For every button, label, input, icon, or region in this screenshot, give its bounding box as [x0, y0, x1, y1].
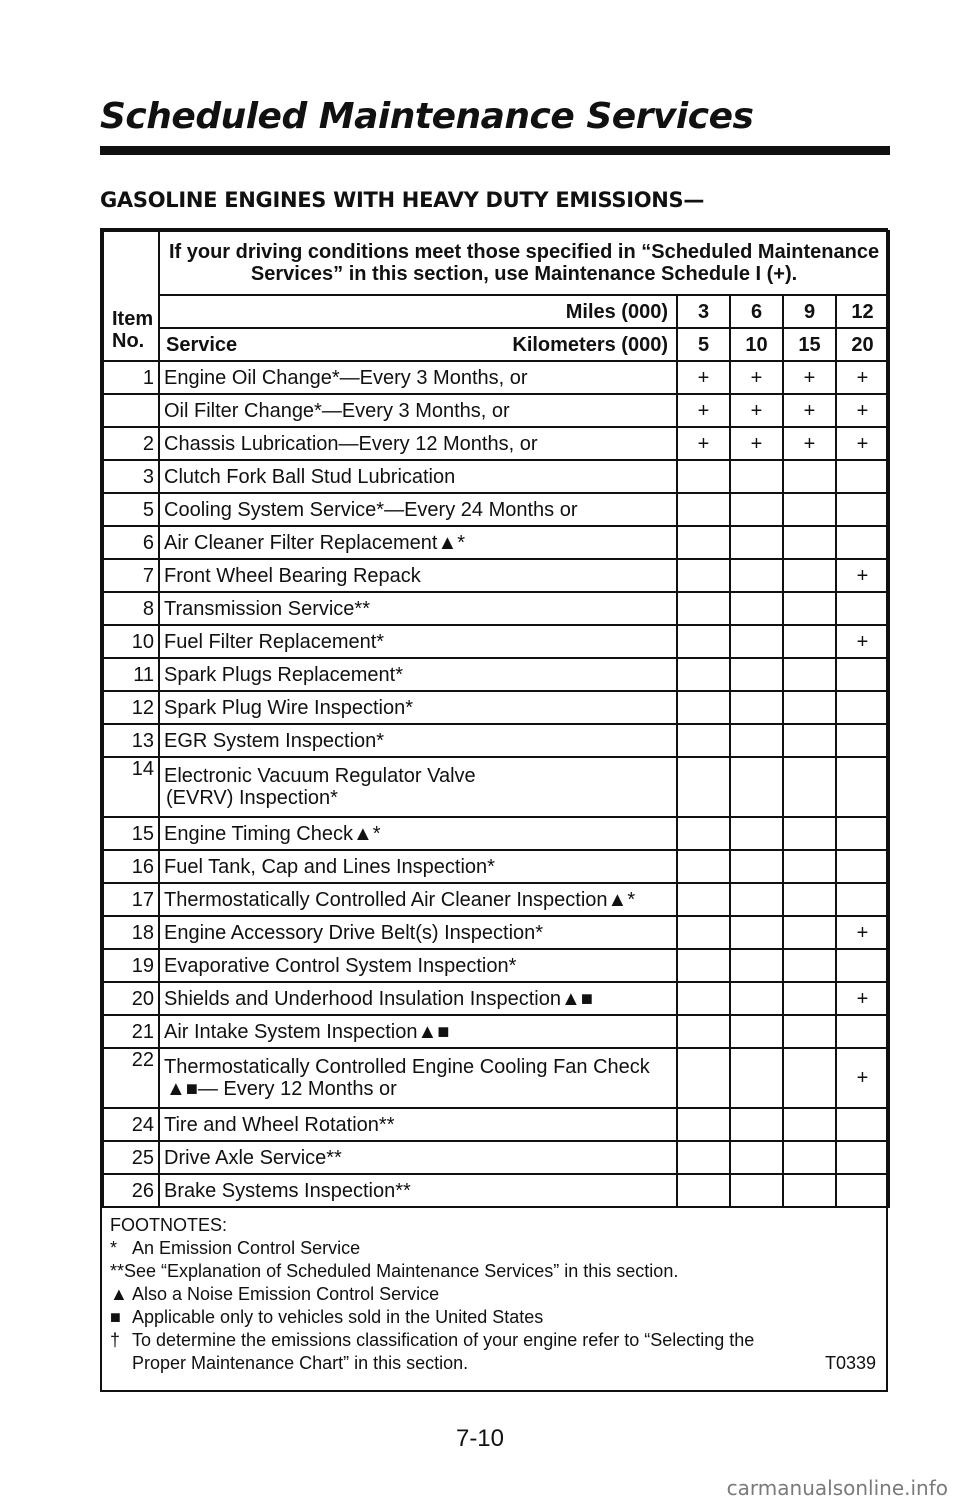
item-number: 6 [103, 526, 159, 559]
service-description [159, 1141, 677, 1174]
service-text: Fuel Filter Replacement* [164, 630, 385, 653]
interval-mark [677, 916, 730, 949]
footnote-text: Also a Noise Emission Control Service [132, 1284, 440, 1304]
item-number: 5 [103, 493, 159, 526]
service-text: Drive Axle Service** [164, 1146, 342, 1169]
item-number: 21 [103, 1015, 159, 1048]
interval-mark: + [836, 361, 889, 394]
service-text: Transmission Service** [164, 597, 370, 620]
interval-mark [783, 850, 836, 883]
service-description [159, 1015, 677, 1048]
interval-mark [783, 949, 836, 982]
interval-mark: + [783, 427, 836, 460]
notice-line1: If your driving conditions meet those specified in “Scheduled Maintenance [168, 241, 880, 263]
section-heading: GASOLINE ENGINES WITH HEAVY DUTY EMISSIONS— [100, 188, 705, 212]
table-row [103, 1141, 889, 1174]
service-text: Engine Oil Change*—Every 3 Months, or [164, 366, 528, 389]
service-description [159, 1108, 677, 1141]
interval-mark [730, 1141, 783, 1174]
service-text: Cooling System Service*—Every 24 Months or [164, 498, 578, 521]
item-number: 25 [103, 1141, 159, 1174]
service-text: Clutch Fork Ball Stud Lubrication [164, 465, 456, 488]
item-number: 8 [103, 592, 159, 625]
service-description [159, 460, 677, 493]
interval-mark: + [836, 559, 889, 592]
footnotes-heading: FOOTNOTES: [110, 1215, 227, 1235]
interval-mark [836, 817, 889, 850]
table-row [103, 493, 889, 526]
interval-mark [836, 1141, 889, 1174]
maintenance-schedule-box [100, 228, 888, 1392]
item-number: 7 [103, 559, 159, 592]
interval-mark [730, 916, 783, 949]
service-column-label: Service [166, 333, 238, 356]
interval-mark: + [836, 394, 889, 427]
table-row [103, 592, 889, 625]
table-row [103, 916, 889, 949]
interval-mark [677, 724, 730, 757]
interval-mark [677, 526, 730, 559]
service-text: Engine Timing Check▲* [164, 822, 381, 845]
service-description [159, 916, 677, 949]
service-text: Spark Plug Wire Inspection* [164, 696, 414, 719]
table-row [103, 1048, 889, 1108]
interval-mark [677, 949, 730, 982]
table-row [103, 850, 889, 883]
table-row [103, 1015, 889, 1048]
interval-mark [677, 460, 730, 493]
service-text: Air Cleaner Filter Replacement▲* [164, 531, 466, 554]
item-number: 3 [103, 460, 159, 493]
interval-mark [677, 850, 730, 883]
footnotes [102, 1208, 886, 1379]
service-description [159, 982, 677, 1015]
service-description [159, 559, 677, 592]
interval-mark [836, 1015, 889, 1048]
footnote-item [110, 1260, 876, 1283]
interval-mark [783, 493, 836, 526]
service-text: Engine Accessory Drive Belt(s) Inspection* [164, 921, 544, 944]
table-row [103, 394, 889, 427]
item-number: 22 [103, 1048, 159, 1108]
table-row [103, 559, 889, 592]
interval-mark: + [677, 394, 730, 427]
service-text: Spark Plugs Replacement* [164, 663, 404, 686]
item-number: 16 [103, 850, 159, 883]
miles-interval-cell: 3 [677, 295, 730, 328]
footnote-symbol: * [110, 1238, 118, 1258]
schedule-notice [159, 231, 889, 295]
interval-mark: + [783, 361, 836, 394]
interval-mark [783, 691, 836, 724]
service-text: Oil Filter Change*—Every 3 Months, or [164, 399, 510, 422]
kilometers-interval-cell: 20 [836, 328, 889, 361]
interval-mark [836, 493, 889, 526]
interval-mark: + [677, 427, 730, 460]
table-row [103, 949, 889, 982]
interval-mark: + [836, 625, 889, 658]
interval-mark [677, 625, 730, 658]
miles-interval-cell: 9 [783, 295, 836, 328]
table-row [103, 757, 889, 817]
interval-mark [783, 526, 836, 559]
interval-mark [730, 982, 783, 1015]
page-number: 7-10 [455, 1425, 505, 1452]
title-rule [100, 146, 890, 155]
interval-mark [783, 1048, 836, 1108]
service-description [159, 427, 677, 460]
item-number [103, 394, 159, 427]
footnote-symbol: ■ [110, 1307, 121, 1327]
table-row [103, 658, 889, 691]
table-row [103, 982, 889, 1015]
interval-mark: + [783, 394, 836, 427]
watermark[interactable]: carmanualsonline.info [726, 1476, 948, 1500]
interval-mark [677, 559, 730, 592]
interval-mark [783, 982, 836, 1015]
service-text-continued: (EVRV) Inspection* [166, 787, 338, 809]
item-number: 14 [103, 757, 159, 817]
table-row [103, 1108, 889, 1141]
interval-mark [730, 658, 783, 691]
interval-mark [677, 592, 730, 625]
interval-mark [836, 757, 889, 817]
table-row [103, 817, 889, 850]
interval-mark [783, 757, 836, 817]
interval-mark [783, 817, 836, 850]
interval-mark [836, 850, 889, 883]
footnote-item [110, 1306, 876, 1329]
item-label-line2: No. [112, 330, 145, 352]
item-number: 26 [103, 1174, 159, 1207]
footnote-item [110, 1283, 876, 1306]
service-description [159, 394, 677, 427]
interval-mark [677, 1048, 730, 1108]
kilometers-interval-cell: 15 [783, 328, 836, 361]
interval-mark [730, 757, 783, 817]
interval-mark [677, 493, 730, 526]
interval-mark [730, 883, 783, 916]
item-number: 24 [103, 1108, 159, 1141]
service-description [159, 1174, 677, 1207]
table-row [103, 361, 889, 394]
service-description [159, 850, 677, 883]
table-row [103, 625, 889, 658]
footnote-text: **See “Explanation of Scheduled Maintenance Services” in this section. [110, 1261, 679, 1281]
service-description [159, 1048, 677, 1108]
interval-mark [783, 724, 836, 757]
service-text: Evaporative Control System Inspection* [164, 954, 517, 977]
interval-mark [730, 1108, 783, 1141]
item-number: 20 [103, 982, 159, 1015]
interval-mark [677, 1141, 730, 1174]
service-text: Shields and Underhood Insulation Inspection▲■ [164, 987, 593, 1010]
service-text: Air Intake System Inspection▲■ [164, 1020, 450, 1043]
interval-mark [783, 559, 836, 592]
interval-mark [730, 1174, 783, 1207]
item-number: 15 [103, 817, 159, 850]
interval-mark: + [836, 1048, 889, 1108]
service-description [159, 817, 677, 850]
footnote-symbol: † [110, 1330, 121, 1350]
interval-mark [783, 1174, 836, 1207]
service-text: Electronic Vacuum Regulator Valve [164, 765, 476, 787]
interval-mark: + [730, 394, 783, 427]
table-row [103, 1174, 889, 1207]
footnote-continuation-text: Proper Maintenance Chart” in this section. [132, 1353, 469, 1373]
interval-mark: + [836, 427, 889, 460]
interval-mark: + [836, 982, 889, 1015]
interval-mark [730, 691, 783, 724]
interval-mark [836, 1108, 889, 1141]
maintenance-schedule-table [102, 230, 890, 1208]
interval-mark [836, 1174, 889, 1207]
interval-mark [783, 625, 836, 658]
service-text: EGR System Inspection* [164, 729, 385, 752]
interval-mark [730, 625, 783, 658]
interval-mark [730, 559, 783, 592]
interval-mark: + [730, 427, 783, 460]
interval-mark [730, 526, 783, 559]
interval-mark [730, 592, 783, 625]
service-text: Tire and Wheel Rotation** [164, 1113, 395, 1136]
interval-mark [783, 883, 836, 916]
interval-mark [783, 916, 836, 949]
interval-mark [677, 883, 730, 916]
page-title: Scheduled Maintenance Services [100, 96, 754, 137]
service-description [159, 658, 677, 691]
interval-mark [783, 658, 836, 691]
footnote-continuation [110, 1352, 876, 1375]
interval-mark [783, 592, 836, 625]
item-number: 12 [103, 691, 159, 724]
miles-interval-cell: 12 [836, 295, 889, 328]
interval-mark [836, 691, 889, 724]
miles-interval-cell: 6 [730, 295, 783, 328]
footnote-text: Applicable only to vehicles sold in the United States [132, 1307, 544, 1327]
service-description [159, 949, 677, 982]
item-number: 17 [103, 883, 159, 916]
interval-mark [730, 1048, 783, 1108]
service-description [159, 724, 677, 757]
item-number: 10 [103, 625, 159, 658]
interval-mark: + [836, 916, 889, 949]
service-text: Chassis Lubrication—Every 12 Months, or [164, 432, 538, 455]
interval-mark [730, 1015, 783, 1048]
service-text: Front Wheel Bearing Repack [164, 564, 421, 587]
table-row [103, 526, 889, 559]
service-description [159, 757, 677, 817]
interval-mark [730, 949, 783, 982]
table-row [103, 883, 889, 916]
service-description [159, 526, 677, 559]
interval-mark [677, 1108, 730, 1141]
interval-mark [730, 460, 783, 493]
interval-mark [677, 1174, 730, 1207]
item-number: 19 [103, 949, 159, 982]
interval-mark [677, 658, 730, 691]
footnote-item [110, 1237, 876, 1260]
notice-line2: Services” in this section, use Maintenance Schedule I (+). [250, 263, 798, 285]
interval-mark [677, 982, 730, 1015]
table-row [103, 427, 889, 460]
interval-mark [730, 493, 783, 526]
kilometers-interval-cell: 5 [677, 328, 730, 361]
service-description [159, 625, 677, 658]
table-row [103, 691, 889, 724]
interval-mark [836, 883, 889, 916]
interval-mark [783, 1015, 836, 1048]
kilometers-text: Kilometers (000) [512, 333, 668, 356]
interval-mark [783, 1141, 836, 1174]
service-text: Fuel Tank, Cap and Lines Inspection* [164, 855, 495, 878]
interval-mark [836, 526, 889, 559]
item-number: 11 [103, 658, 159, 691]
interval-mark: + [677, 361, 730, 394]
footnote-symbol: ▲ [110, 1284, 128, 1304]
item-number: 13 [103, 724, 159, 757]
item-number: 2 [103, 427, 159, 460]
kilometers-interval-cell: 10 [730, 328, 783, 361]
table-row [103, 724, 889, 757]
service-description [159, 361, 677, 394]
footnote-text: An Emission Control Service [132, 1238, 361, 1258]
interval-mark [677, 817, 730, 850]
chart-code: T0339 [824, 1353, 876, 1373]
interval-mark [677, 691, 730, 724]
interval-mark [836, 658, 889, 691]
kilometers-label [159, 328, 677, 361]
interval-mark [836, 949, 889, 982]
interval-mark [730, 850, 783, 883]
footnote-text: To determine the emissions classification of your engine refer to “Selecting the [132, 1330, 755, 1350]
interval-mark [836, 460, 889, 493]
service-description [159, 691, 677, 724]
interval-mark [836, 724, 889, 757]
item-number-header [103, 231, 159, 361]
interval-mark [730, 817, 783, 850]
service-text: Thermostatically Controlled Engine Cooling Fan Check [164, 1056, 650, 1078]
service-description [159, 493, 677, 526]
service-description [159, 592, 677, 625]
service-text: Thermostatically Controlled Air Cleaner Inspection▲* [164, 888, 636, 911]
service-description [159, 883, 677, 916]
footnote-item [110, 1329, 876, 1352]
interval-mark: + [730, 361, 783, 394]
interval-mark [677, 1015, 730, 1048]
interval-mark [836, 592, 889, 625]
service-text-continued: ▲■— Every 12 Months or [166, 1078, 397, 1100]
interval-mark [730, 724, 783, 757]
item-number: 18 [103, 916, 159, 949]
table-row [103, 460, 889, 493]
interval-mark [783, 1108, 836, 1141]
miles-label: Miles (000) [159, 295, 677, 328]
item-label-line1: Item [112, 308, 154, 330]
interval-mark [677, 757, 730, 817]
interval-mark [783, 460, 836, 493]
service-text: Brake Systems Inspection** [164, 1179, 411, 1202]
item-number: 1 [103, 361, 159, 394]
